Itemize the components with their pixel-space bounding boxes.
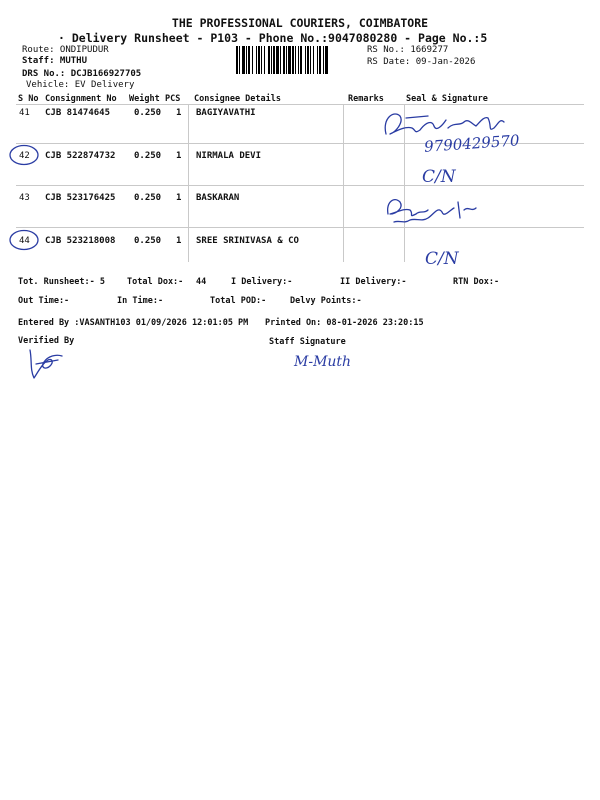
- staff-signature-handwritten: [290, 346, 370, 376]
- route-label: Route: ONDIPUDUR: [22, 45, 109, 55]
- in-time-label: In Time:-: [117, 296, 164, 306]
- barcode-bar: [273, 46, 275, 74]
- total-dox-label: Total Dox:-: [127, 277, 184, 287]
- entered-by: Entered By :VASANTH103 01/09/2026 12:01:05 PM: [18, 318, 249, 328]
- barcode-bar: [246, 46, 247, 74]
- column-header-weight: Weight: [129, 94, 160, 104]
- barcode-bar: [264, 46, 265, 74]
- barcode-bar: [252, 46, 253, 74]
- i-delivery-label: I Delivery:-: [231, 277, 293, 287]
- barcode-bar: [288, 46, 291, 74]
- barcode-bar: [313, 46, 314, 74]
- barcode-bar: [310, 46, 311, 74]
- barcode-bar: [325, 46, 328, 74]
- recipient-signature: [380, 192, 490, 232]
- row-sno: 42: [19, 151, 30, 161]
- barcode-bar: [242, 46, 245, 74]
- row-consignee: BASKARAN: [196, 193, 240, 203]
- vehicle-label: Vehicle: EV Delivery: [26, 80, 135, 90]
- row-weight: 0.250: [134, 108, 162, 118]
- cn-mark: [423, 242, 463, 272]
- row-separator: [16, 227, 584, 228]
- rtn-dox-label: RTN Dox:-: [453, 277, 500, 287]
- row-weight: 0.250: [134, 151, 162, 161]
- barcode-bar: [307, 46, 309, 74]
- company-title: THE PROFESSIONAL COURIERS, COIMBATORE: [171, 16, 429, 30]
- barcode-bar: [305, 46, 306, 74]
- column-header-consignee: Consignee Details: [194, 94, 281, 104]
- barcode-bar: [280, 46, 281, 74]
- barcode-bar: [298, 46, 299, 74]
- row-consignment: CJB 522874732: [45, 151, 116, 161]
- barcode-bar: [256, 46, 257, 74]
- barcode-bar: [292, 46, 294, 74]
- verified-by-label: Verified By: [18, 336, 75, 346]
- barcode-bar: [261, 46, 262, 74]
- recipient-phone-handwritten: [420, 130, 570, 154]
- barcode-bar: [300, 46, 302, 74]
- row-weight: 0.250: [134, 193, 162, 203]
- barcode-bar: [236, 46, 238, 74]
- cn-mark-text: C/N: [422, 167, 456, 187]
- row-consignment: CJB 523218008: [45, 236, 116, 246]
- row-sno: 44: [19, 236, 30, 246]
- ii-delivery-label: II Delivery:-: [340, 277, 407, 287]
- staff-signature-text: M-Muth: [294, 354, 352, 370]
- row-pcs: 1: [176, 193, 182, 203]
- row-separator: [16, 185, 584, 186]
- barcode-bar: [323, 46, 324, 74]
- cn-mark-text: C/N: [425, 249, 459, 269]
- total-dox-value: 44: [196, 277, 207, 287]
- barcode-bar: [295, 46, 296, 74]
- column-header-remarks: Remarks: [348, 94, 384, 104]
- row-consignee: NIRMALA DEVI: [196, 151, 262, 161]
- barcode-bar: [248, 46, 250, 74]
- row-consignment: CJB 523176425: [45, 193, 116, 203]
- barcode-bar: [283, 46, 285, 74]
- row-pcs: 1: [176, 151, 182, 161]
- row-consignee: BAGIYAVATHI: [196, 108, 256, 118]
- table-divider: [188, 104, 189, 262]
- cn-mark: [420, 160, 460, 190]
- row-consignee: SREE SRINIVASA & CO: [196, 236, 299, 246]
- hand-circle-mark: [6, 143, 42, 167]
- recipient-phone-text: 9790429570: [423, 131, 521, 156]
- verifier-signature: [22, 346, 68, 382]
- barcode-bar: [239, 46, 240, 74]
- column-header-pcs: PCS: [165, 94, 181, 104]
- row-weight: 0.250: [134, 236, 162, 246]
- row-pcs: 1: [176, 108, 182, 118]
- row-sno: 43: [19, 193, 30, 203]
- barcode-bar: [271, 46, 272, 74]
- total-pod-label: Total POD:-: [210, 296, 267, 306]
- barcode-bar: [258, 46, 260, 74]
- delvy-points-label: Delvy Points:-: [290, 296, 362, 306]
- barcode-bar: [317, 46, 318, 74]
- tot-runsheet-label: Tot. Runsheet:- 5: [18, 277, 105, 287]
- row-sno: 41: [19, 108, 30, 118]
- staff-label: Staff: MUTHU: [22, 56, 88, 66]
- barcode-bar: [286, 46, 287, 74]
- printed-on: Printed On: 08-01-2026 23:20:15: [265, 318, 424, 328]
- hand-circle-mark: [6, 228, 42, 252]
- rs-date: RS Date: 09-Jan-2026: [367, 57, 476, 67]
- table-divider: [343, 104, 344, 262]
- drs-number: DRS No.: DCJB166927705: [22, 69, 142, 79]
- barcode-bar: [268, 46, 270, 74]
- row-pcs: 1: [176, 236, 182, 246]
- column-header-consignment: Consignment No: [45, 94, 117, 104]
- barcode-bar: [319, 46, 321, 74]
- staff-signature-label: Staff Signature: [269, 337, 346, 347]
- row-consignment: CJB 81474645: [45, 108, 111, 118]
- barcode-image: [236, 46, 364, 74]
- out-time-label: Out Time:-: [18, 296, 70, 306]
- rs-number: RS No.: 1669277: [367, 45, 449, 55]
- column-header-sno: S No: [18, 94, 39, 104]
- column-header-seal-signature: Seal & Signature: [406, 94, 488, 104]
- barcode-bar: [276, 46, 279, 74]
- runsheet-subtitle: · Delivery Runsheet - P103 - Phone No.:9047080280 - Page No.:5: [58, 31, 488, 45]
